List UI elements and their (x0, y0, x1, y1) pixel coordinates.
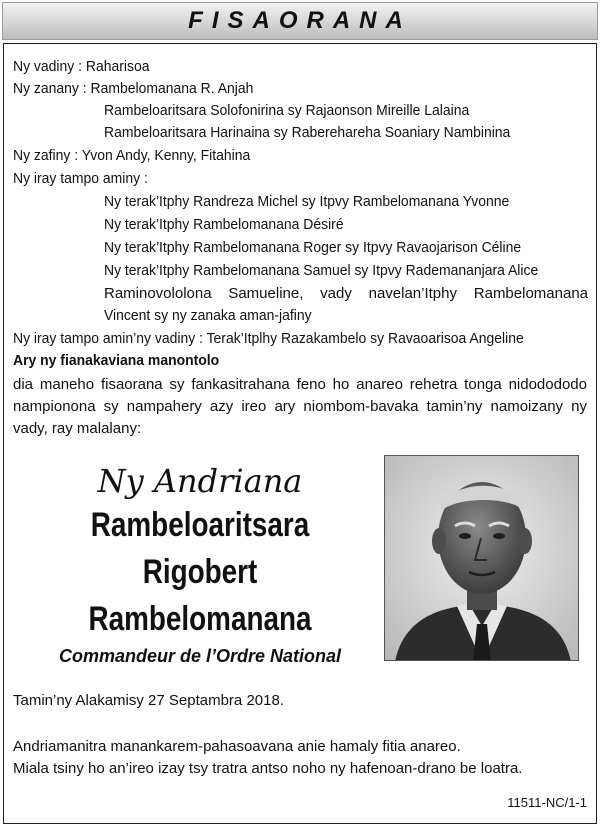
siblings-label: Ny iray tampo aminy : (13, 170, 148, 187)
date-line: Tamin’ny Alakamisy 27 Septambra 2018. (13, 692, 284, 709)
grandchildren-line: Ny zafiny : Yvon Andy, Kenny, Fitahina (13, 147, 251, 164)
siblings-line-3: Ny terak’Itphy Rambelomanana Roger sy Itpvy Ravaojarison Céline (104, 239, 522, 256)
deceased-name-line-3: Rambelomanana (88, 600, 312, 638)
thanks-message: dia maneho fisaorana sy fankasitrahana feno ho anareo rehetra tonga nidodododo nampionona sy nampahery azy ireo ary niombom-bavaka tamin’ny namoizany ny vady, ray malalany: (13, 376, 587, 437)
reference-code: 11511-NC/1-1 (507, 795, 587, 810)
siblings-line-6: Vincent sy ny zanaka aman-jafiny (104, 307, 312, 324)
page-title: FISAORANA (188, 7, 412, 34)
children-line-2: Rambeloaritsara Solofonirina sy Rajaonson Mireille Lalaina (104, 102, 470, 119)
siblings-line-2: Ny terak’Itphy Rambelomanana Désiré (104, 216, 344, 233)
honorific: Ny Andriana (97, 462, 303, 500)
deceased-name-line-2: Rigobert (142, 553, 258, 591)
children-line-3: Rambeloaritsara Harinaina sy Raberehareha Soaniary Nambinina (104, 124, 511, 141)
siblings-line-5: Raminovololona Samueline, vady navelan’Itphy Rambelomanana (104, 285, 588, 302)
header-banner (2, 2, 598, 40)
siblings-line-1: Ny terak’Itphy Randreza Michel sy Itpvy Rambelomanana Yvonne (104, 193, 510, 210)
portrait-photo (384, 455, 579, 661)
spouse-siblings-line: Ny iray tampo amin’ny vadiny : Terak’Itplhy Razakambelo sy Ravaoarisoa Angeline (13, 330, 524, 347)
deceased-title: Commandeur de l’Ordre National (58, 646, 342, 666)
closing-line-1: Andriamanitra manankarem-pahasoavana anie hamaly fitia anareo. (13, 738, 461, 755)
siblings-line-4: Ny terak’Itphy Rambelomanana Samuel sy Itpvy Rademananjara Alice (104, 262, 539, 279)
portrait-illustration (385, 456, 579, 661)
deceased-name-line-1: Rambeloaritsara (90, 506, 310, 544)
closing-line-2: Miala tsiny ho an’ireo izay tsy tratra antso noho ny hafenoan-drano be loatra. (13, 760, 523, 777)
spouse-line: Ny vadiny : Raharisoa (13, 58, 150, 75)
family-line: Ary ny fianakaviana manontolo (13, 352, 220, 369)
children-line-1: Ny zanany : Rambelomanana R. Anjah (13, 80, 254, 97)
